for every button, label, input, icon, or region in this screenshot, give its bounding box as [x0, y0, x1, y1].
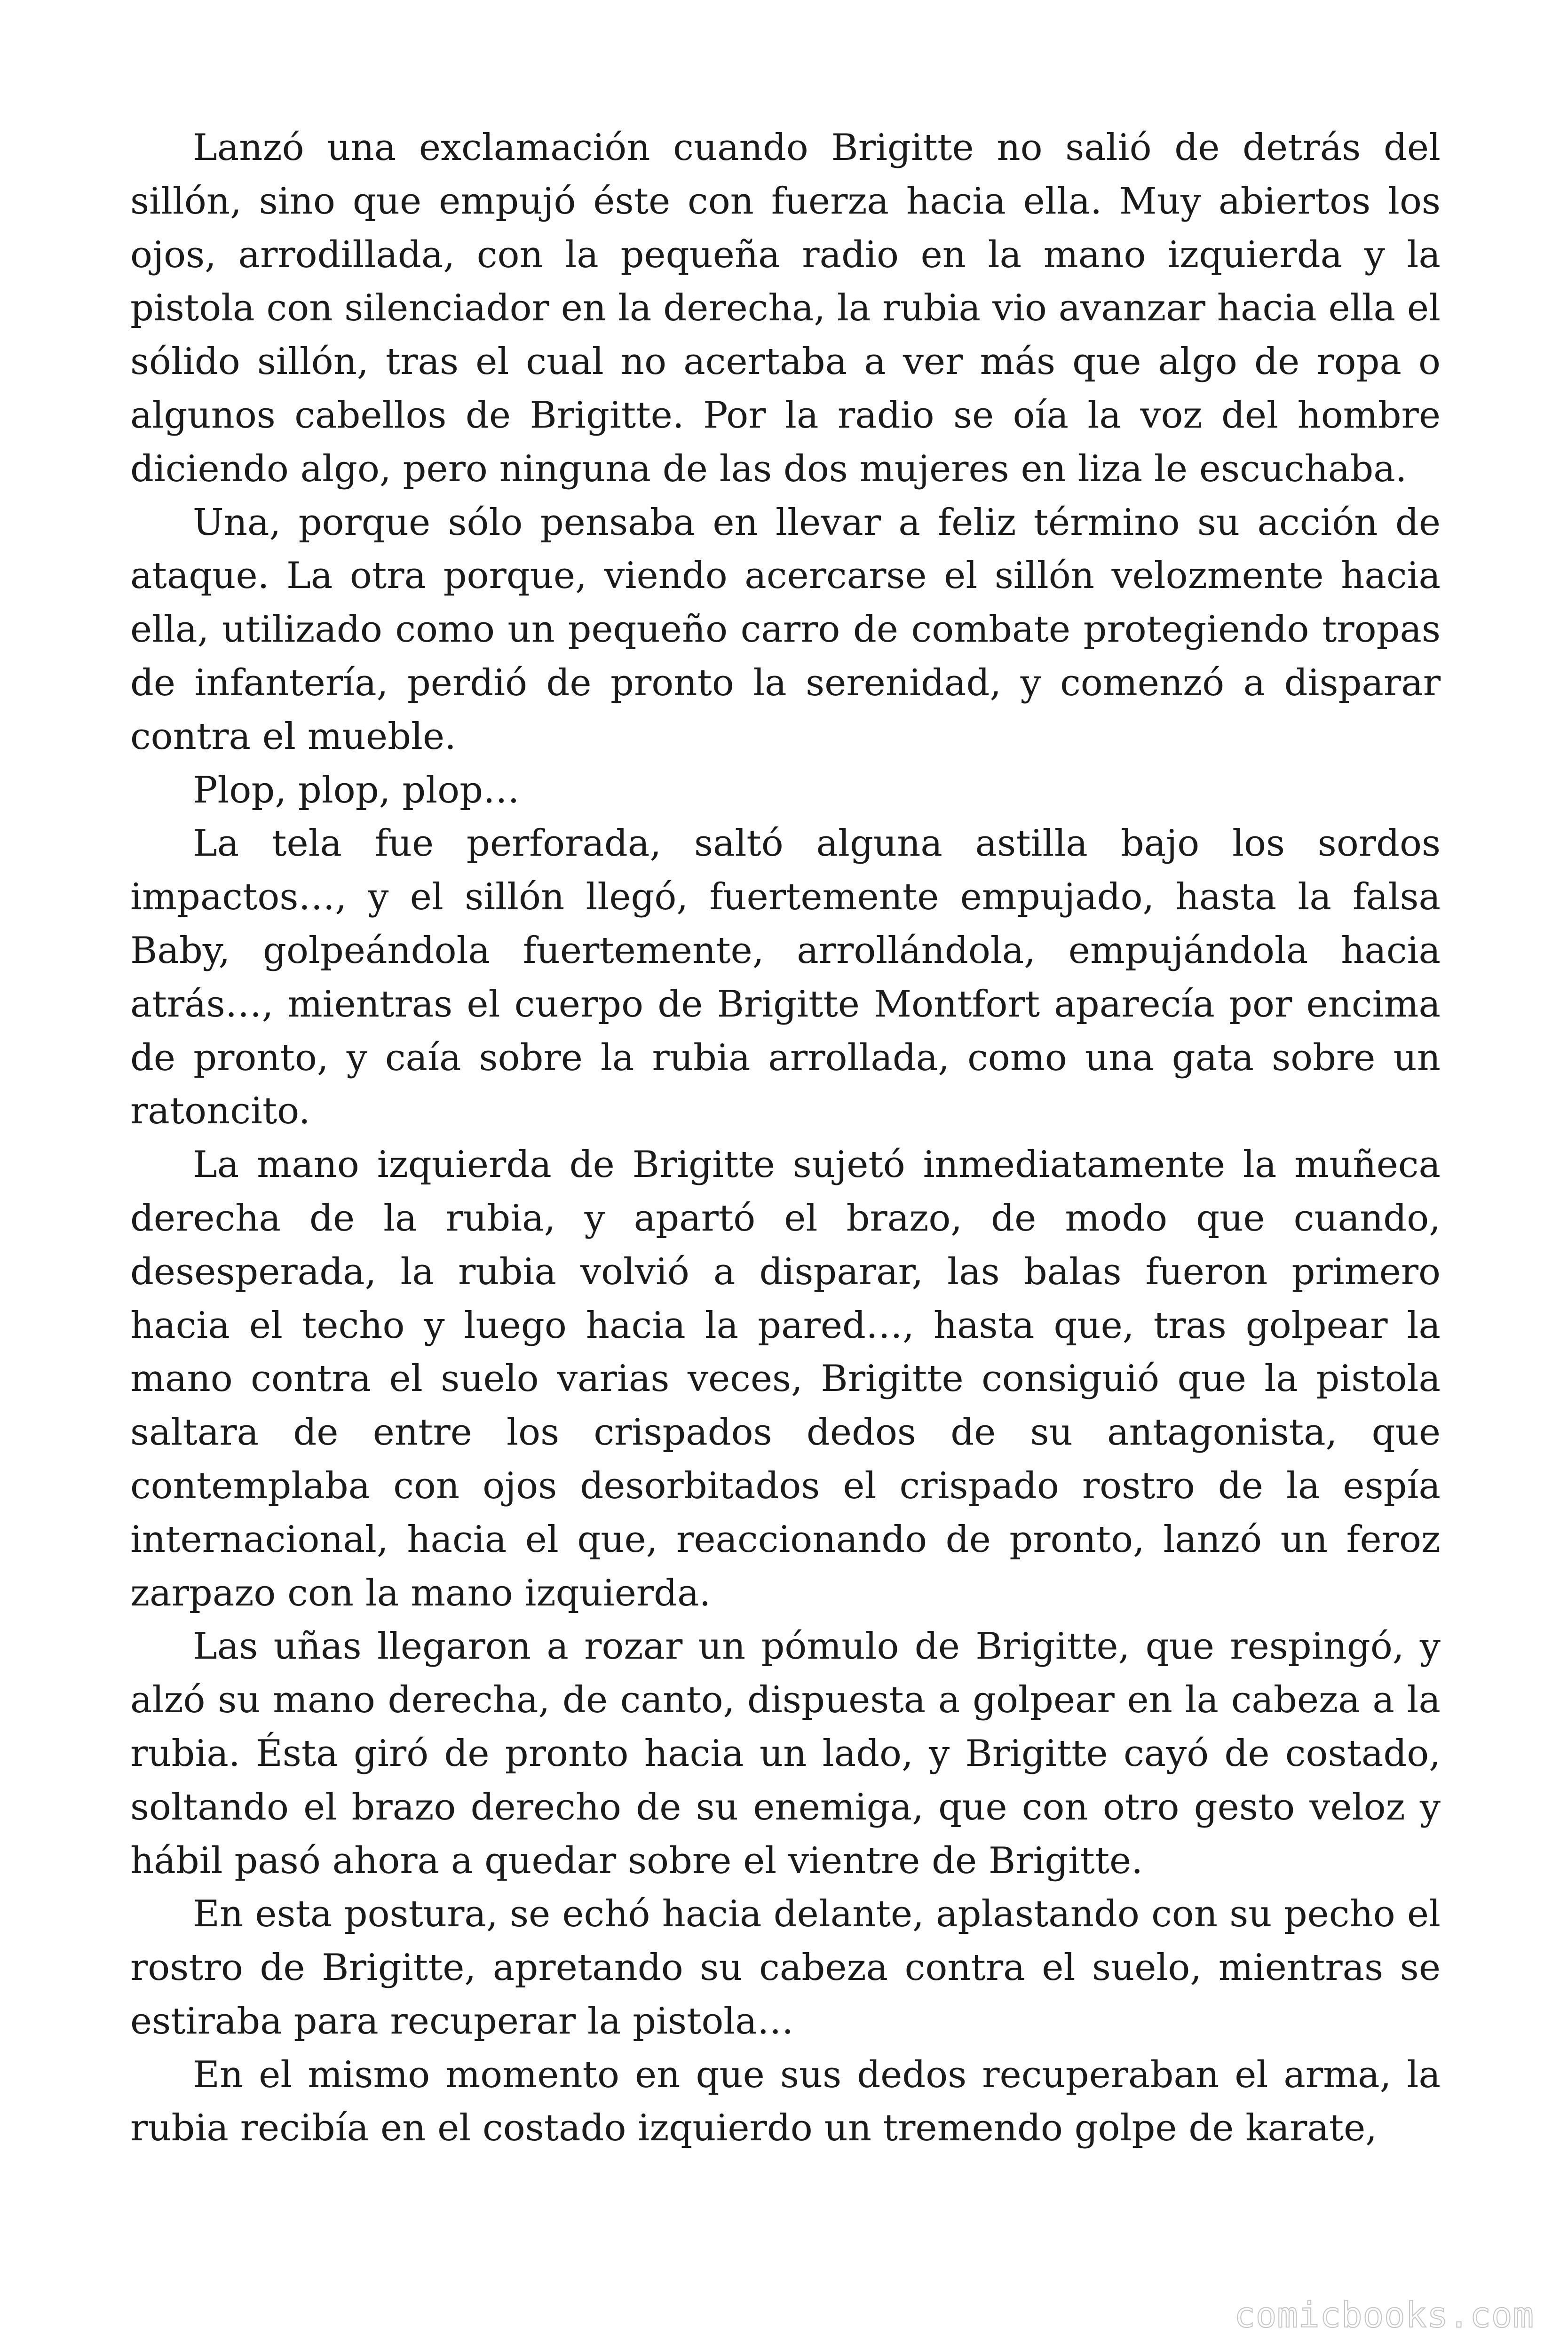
- paragraph: En esta postura, se echó hacia delante, aplastando con su pecho el rostro de Brigitte, apretando su cabeza contra el suelo, mientras se estiraba para recuperar la pistola…: [130, 1893, 1441, 2042]
- body-text: [130, 121, 1441, 2155]
- watermark: comicbooks.com: [1234, 2295, 1534, 2336]
- paragraph: Plop, plop, plop…: [193, 769, 520, 811]
- paragraph: Las uñas llegaron a rozar un pómulo de Brigitte, que respingó, y alzó su mano derecha, de canto, dispuesta a golpear en la cabeza a la rubia. Ésta giró de pronto hacia un lado, y Brigitte cayó de costado, soltando el brazo derecho de su enemiga, que con otro gesto veloz y hábil pasó ahora a quedar sobre el vientre de Brigitte.: [130, 1625, 1441, 1882]
- paragraph: La mano izquierda de Brigitte sujetó inmediatamente la muñeca derecha de la rubia, y apartó el brazo, de modo que cuando, desesperada, la rubia volvió a disparar, las balas fueron primero hacia el techo y luego hacia la pared…, hasta que, tras golpear la mano contra el suelo varias veces, Brigitte consiguió que la pistola saltara de entre los crispados dedos de su antagonista, que contemplaba con ojos desorbitados el crispado rostro de la espía internacional, hacia el que, reaccionando de pronto, lanzó un feroz zarpazo con la mano izquierda.: [130, 1144, 1441, 1614]
- paragraph: La tela fue perforada, saltó alguna astilla bajo los sordos impactos…, y el sillón llegó, fuertemente empujado, hasta la falsa Baby, golpeándola fuertemente, arrollándola, empujándola hacia atrás…, mientras el cuerpo de Brigitte Montfort aparecía por encima de pronto, y caía sobre la rubia arrollada, como una gata sobre un ratoncito.: [130, 822, 1441, 1133]
- paragraph: Lanzó una exclamación cuando Brigitte no salió de detrás del sillón, sino que empujó éste con fuerza hacia ella. Muy abiertos los ojos, arrodillada, con la pequeña radio en la mano izquierda y la pistola con silenciador en la derecha, la rubia vio avanzar hacia ella el sólido sillón, tras el cual no acertaba a ver más que algo de ropa o algunos cabellos de Brigitte. Por la radio se oía la voz del hombre diciendo algo, pero ninguna de las dos mujeres en liza le escuchaba.: [130, 127, 1441, 490]
- paragraph: Una, porque sólo pensaba en llevar a feliz término su acción de ataque. La otra porque, viendo acercarse el sillón velozmente hacia ella, utilizado como un pequeño carro de combate protegiendo tropas de infantería, perdió de pronto la serenidad, y comenzó a disparar contra el mueble.: [130, 501, 1441, 758]
- paragraph: En el mismo momento en que sus dedos recuperaban el arma, la rubia recibía en el costado izquierdo un tremendo golpe de karate,: [130, 2053, 1441, 2150]
